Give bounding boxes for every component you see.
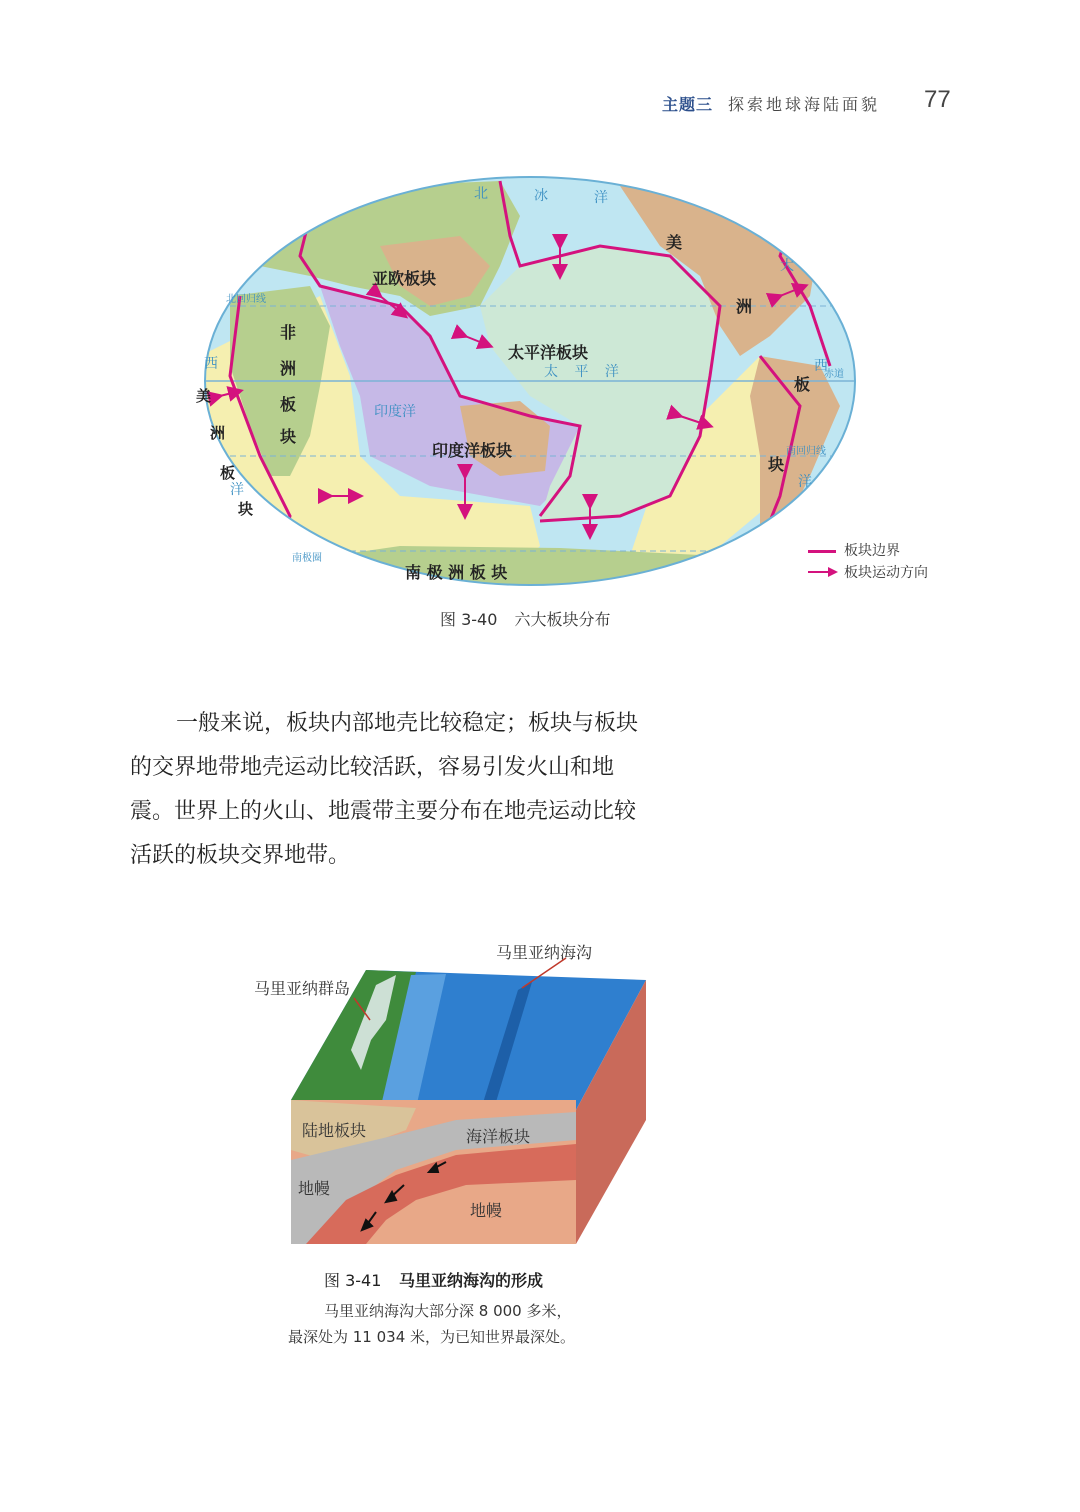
african-plate-char: 非 — [280, 323, 297, 342]
american-plate-char: 板 — [794, 375, 811, 394]
continental-plate-label: 陆地板块 — [302, 1121, 367, 1140]
atlantic-ocean-label-left2: 洋 — [230, 482, 244, 498]
atlantic-ocean-label-right3: 洋 — [798, 474, 812, 490]
american-plate-char: 板 — [220, 464, 236, 482]
american-plate-char: 美 — [666, 233, 683, 252]
pacific-plate-label: 太平洋板块 — [508, 343, 589, 362]
figure2-note — [288, 1298, 648, 1350]
figure2-caption-number: 图 3-41 — [324, 1271, 382, 1290]
page-number: 77 — [924, 86, 951, 113]
figure2-note-line2: 最深处为 11 034 米，为已知世界最深处。 — [288, 1328, 576, 1346]
pacific-ocean-label: 太 平 洋 — [544, 364, 625, 380]
mantle-left-label: 地幔 — [298, 1179, 331, 1198]
body-paragraph — [130, 702, 650, 878]
trench-diagram — [254, 930, 646, 1244]
figure2-caption-text: 马里亚纳海沟的形成 — [398, 1271, 543, 1290]
boundary-swatch — [808, 550, 836, 553]
atlantic-ocean-label-left: 西 — [204, 356, 218, 372]
indian-ocean-label: 印度洋 — [374, 404, 416, 420]
indian-plate-label: 印度洋板块 — [432, 441, 513, 460]
legend-boundary-label: 板块边界 — [844, 543, 900, 559]
antarctic-plate-label: 南 极 洲 板 块 — [405, 563, 508, 582]
legend-direction-label: 板块运动方向 — [844, 565, 928, 581]
arctic-ocean-char: 冰 — [534, 188, 548, 204]
atlantic-ocean-label-right: 大 — [780, 258, 794, 274]
theme-label: 主题三 — [662, 95, 714, 114]
figure1-caption-text: 六大板块分布 — [514, 610, 611, 629]
american-plate-char: 洲 — [210, 424, 226, 442]
african-plate-char: 块 — [280, 427, 297, 446]
figure2-note-line1: 马里亚纳海沟大部分深 8 000 多米， — [324, 1302, 572, 1320]
plate-map-svg — [196, 176, 860, 586]
plate-map — [196, 176, 860, 586]
african-plate-char: 洲 — [280, 359, 297, 378]
trench-label: 马里亚纳海沟 — [496, 943, 593, 962]
american-plate-char: 美 — [196, 387, 212, 405]
african-plate-char: 板 — [280, 395, 297, 414]
equator-label: 赤道 — [824, 369, 844, 380]
theme-subtitle: 探索地球海陆面貌 — [728, 95, 881, 114]
atlantic-ocean-label-right2: 西 — [814, 358, 828, 374]
legend-direction — [808, 562, 1008, 584]
american-plate-char: 洲 — [736, 297, 753, 316]
american-plate-char: 块 — [768, 455, 785, 474]
map-legend — [808, 540, 1008, 584]
page-header — [0, 86, 1080, 120]
south-tropic-label: 南回归线 — [786, 446, 826, 457]
arctic-ocean-char: 北 — [474, 186, 488, 202]
american-plate-char: 块 — [238, 500, 254, 518]
figure2-caption — [324, 1268, 543, 1291]
paragraph-text: 一般来说，板块内部地壳比较稳定；板块与板块的交界地带地壳运动比较活跃，容易引发火山和地震。世界上的火山、地震带主要分布在地壳运动比较活跃的板块交界地带。 — [130, 711, 639, 868]
figure1-caption-number: 图 3-40 — [440, 610, 498, 629]
legend-boundary — [808, 540, 1008, 562]
arctic-ocean-char: 洋 — [594, 190, 608, 206]
antarctic-circle-label: 南极圈 — [292, 553, 322, 564]
oceanic-plate-label: 海洋板块 — [466, 1127, 531, 1146]
eurasian-plate-label: 亚欧板块 — [372, 269, 437, 288]
islands-label: 马里亚纳群岛 — [254, 979, 351, 998]
figure1-caption — [440, 607, 611, 630]
arrow-swatch-icon — [808, 566, 838, 578]
north-tropic-label: 北回归线 — [226, 294, 266, 305]
antarctica-land — [260, 546, 820, 586]
mantle-right-label: 地幔 — [470, 1201, 503, 1220]
